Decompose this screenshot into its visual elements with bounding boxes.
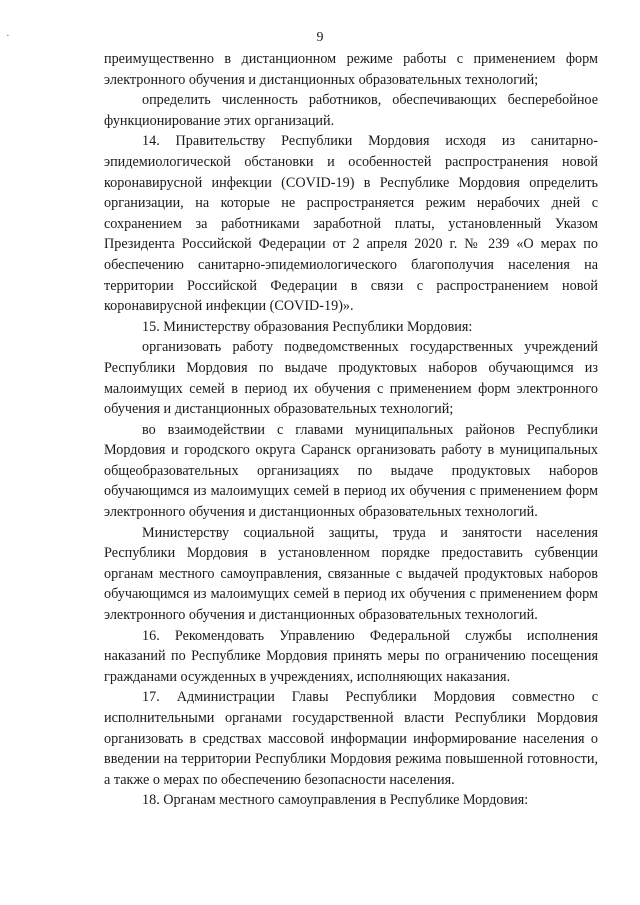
paragraph-item-15: 15. Министерству образования Республики Мордовия: [142,318,473,335]
paragraph: Министерству социальной защиты, труда и занятости населения Республики Мордовия в установленном порядке предоставить субвенции органам местного самоуправления, связанные с выдачей продуктовых наборов обучающимся из малоимущих семей в период их обучения с применением форм электронного обучения и дистанционных образовательных технологий. [104,524,598,624]
margin-mark: · [6,30,10,42]
page-number: 9 [316,30,324,45]
paragraph: во взаимодействии с главами муниципальных районов Республики Мордовия и городского округа Саранск организовать работу в муниципальных общеобразовательных организациях по выдаче продуктовых наборов обучающимся из малоимущих семей в период их обучения с применением форм электронного обучения и дистанционных образовательных технологий. [104,421,598,521]
document-body [104,49,598,811]
paragraph: определить численность работников, обеспечивающих бесперебойное функционирование этих организаций. [104,92,598,129]
paragraph-item-18: 18. Органам местного самоуправления в Республике Мордовия: [142,792,529,809]
paragraph-item-17: 17. Администрации Главы Республики Мордовия совместно с исполнительными органами государственной власти Республики Мордовия организовать в средствах массовой информации информирование населения о введении на территории Республики Мордовия режима повышенной готовности, а также о мерах по обеспечению безопасности населения. [104,689,598,788]
paragraph: организовать работу подведомственных государственных учреждений Республики Мордовия по выдаче продуктовых наборов обучающимся из малоимущих семей в период их обучения с применением форм электронного обучения и дистанционных образовательных технологий; [104,339,598,418]
paragraph-item-16: 16. Рекомендовать Управлению Федеральной службы исполнения наказаний по Республике Мордовия принять меры по ограничению посещения гражданами осужденных в учреждениях, исполняющих наказания. [104,627,598,685]
paragraph: преимущественно в дистанционном режиме работы с применением форм электронного обучения и дистанционных образовательных технологий; [104,51,598,88]
paragraph-item-14: 14. Правительству Республики Мордовия исходя из санитарно-эпидемиологической обстановки и особенностей распространения новой коронавирусной инфекции (COVID-19) в Республике Мордовия определить организации, на которые не распространяется режим нерабочих дней с сохранением за работниками заработной платы, установленный Указом Президента Российской Федерации от 2 апреля 2020 г. № 239 «О мерах по обеспечению санитарно-эпидемиологического благополучия населения на территории Российской Федерации в связи с распространением новой коронавирусной инфекции (COVID-19)». [104,133,598,315]
